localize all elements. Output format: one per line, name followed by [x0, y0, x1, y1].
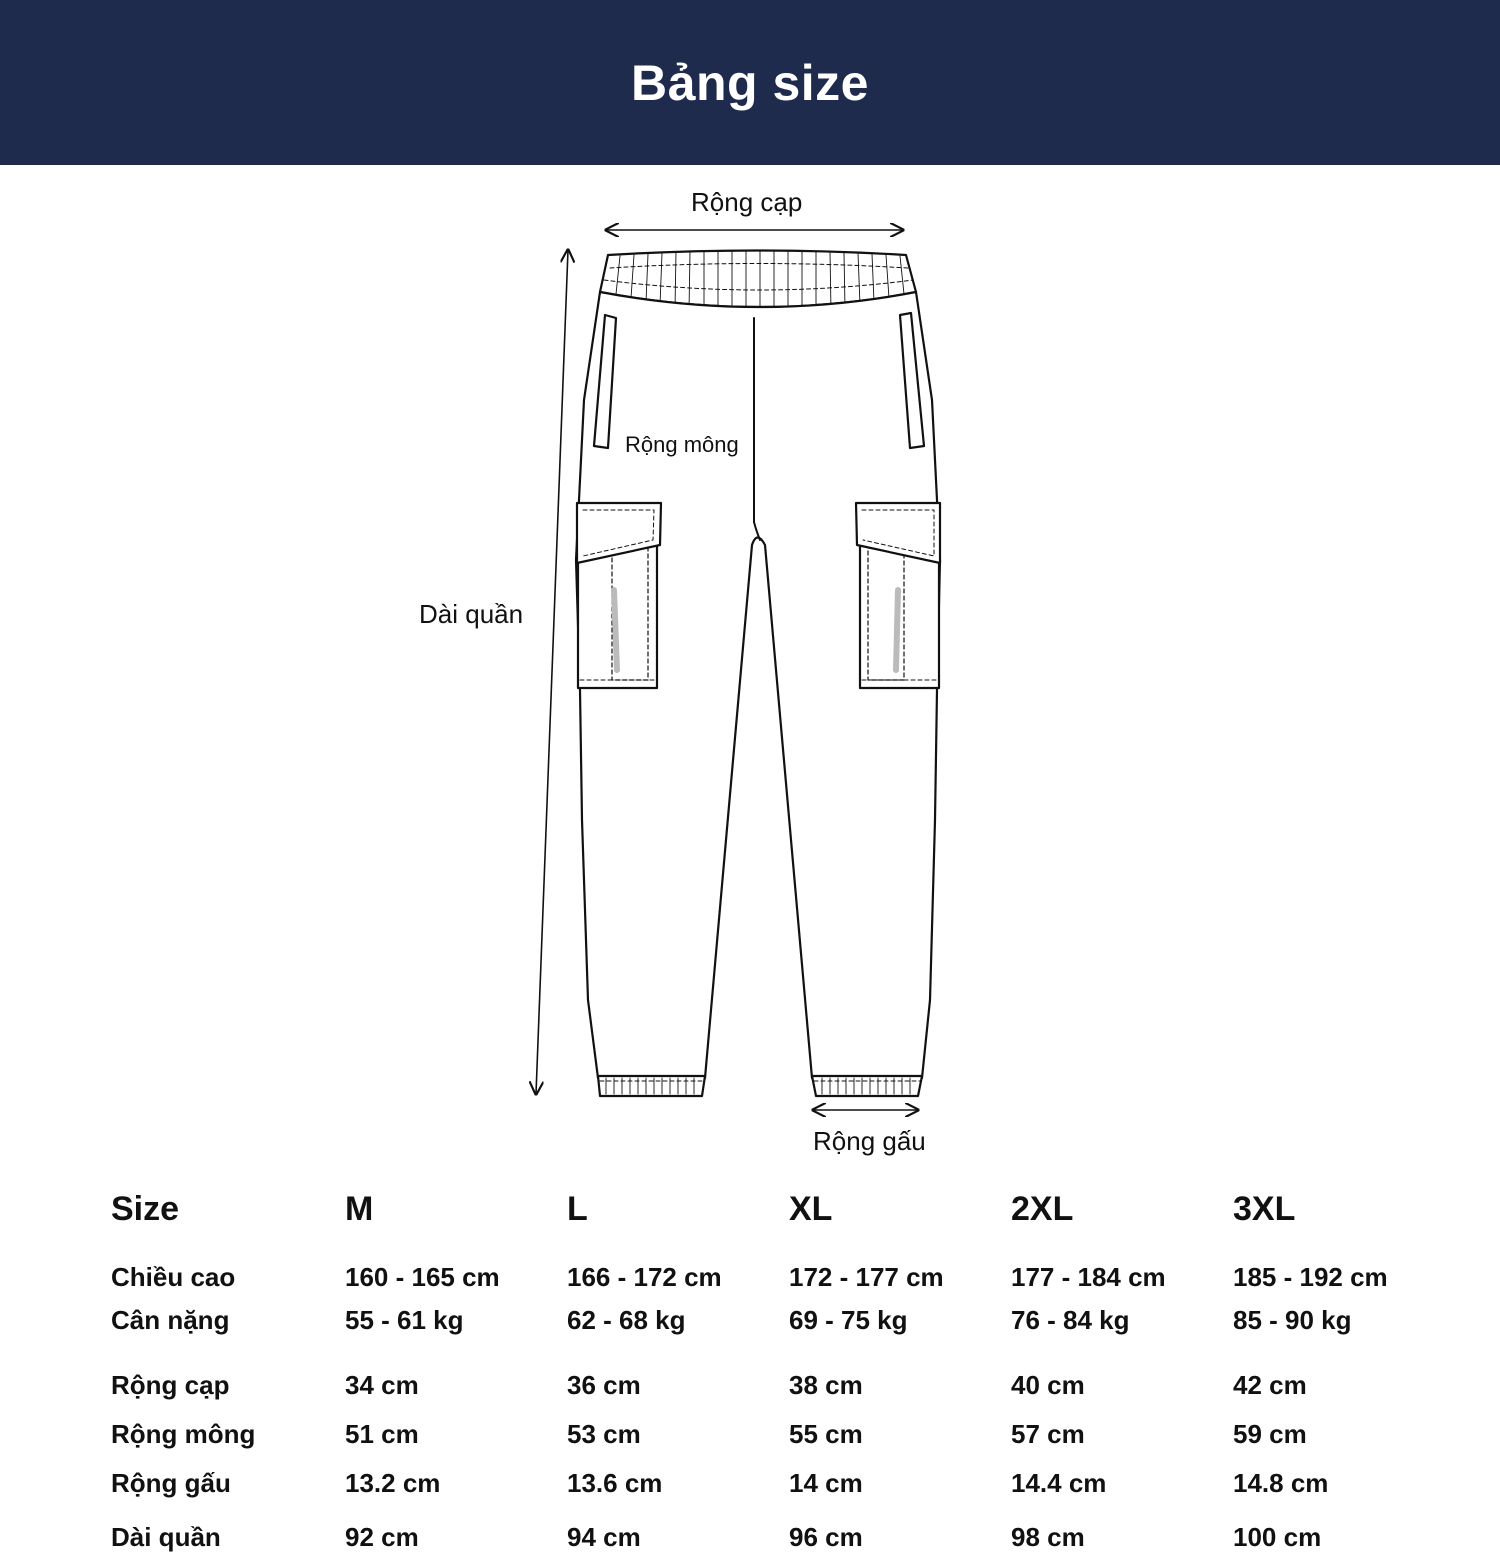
table-cell: 185 - 192 cm — [1233, 1262, 1388, 1292]
page-title: Bảng size — [631, 54, 869, 111]
table-cell: 69 - 75 kg — [789, 1305, 908, 1335]
table-cell: 38 cm — [789, 1370, 863, 1400]
column-header-size: Size — [111, 1190, 180, 1228]
column-header-xl: XL — [789, 1190, 833, 1228]
row-label-hip: Rộng mông — [111, 1419, 256, 1449]
row-label-waist: Rộng cạp — [111, 1370, 230, 1400]
table-cell: 55 cm — [789, 1419, 863, 1449]
pants-diagram — [0, 165, 1500, 1165]
right-cuff — [812, 1076, 922, 1096]
table-cell: 92 cm — [345, 1522, 419, 1552]
table-cell: 100 cm — [1233, 1522, 1322, 1552]
table-cell: 172 - 177 cm — [789, 1262, 944, 1292]
waist-label: Rộng cạp — [691, 187, 803, 217]
table-cell: 57 cm — [1011, 1419, 1085, 1449]
row-label-length: Dài quần — [111, 1522, 221, 1552]
table-cell: 59 cm — [1233, 1419, 1307, 1449]
table-cell: 55 - 61 kg — [345, 1305, 464, 1335]
table-cell: 96 cm — [789, 1522, 863, 1552]
table-cell: 36 cm — [567, 1370, 641, 1400]
table-cell: 42 cm — [1233, 1370, 1307, 1400]
table-cell: 160 - 165 cm — [345, 1262, 500, 1292]
length-dimension-line — [536, 250, 568, 1094]
table-cell: 14 cm — [789, 1468, 863, 1498]
column-header-3xl: 3XL — [1233, 1190, 1296, 1228]
row-label-weight: Cân nặng — [111, 1305, 230, 1335]
row-label-hem: Rộng gấu — [111, 1468, 231, 1498]
table-cell: 177 - 184 cm — [1011, 1262, 1166, 1292]
table-cell: 34 cm — [345, 1370, 419, 1400]
column-header-2xl: 2XL — [1011, 1190, 1074, 1228]
table-cell: 85 - 90 kg — [1233, 1305, 1352, 1335]
hip-label: Rộng mông — [625, 432, 739, 457]
cargo-pants-illustration — [0, 165, 1500, 1165]
length-label: Dài quần — [419, 599, 524, 629]
table-cell: 98 cm — [1011, 1522, 1085, 1552]
table-cell: 53 cm — [567, 1419, 641, 1449]
table-cell: 166 - 172 cm — [567, 1262, 722, 1292]
column-header-l: L — [567, 1190, 588, 1228]
page-header — [0, 0, 1500, 165]
table-cell: 62 - 68 kg — [567, 1305, 686, 1335]
table-cell: 14.8 cm — [1233, 1468, 1329, 1498]
column-header-m: M — [345, 1190, 374, 1228]
table-cell: 13.2 cm — [345, 1468, 441, 1498]
table-cell: 14.4 cm — [1011, 1468, 1107, 1498]
table-cell: 51 cm — [345, 1419, 419, 1449]
hem-label: Rộng gấu — [813, 1126, 926, 1156]
table-cell: 76 - 84 kg — [1011, 1305, 1130, 1335]
table-cell: 13.6 cm — [567, 1468, 663, 1498]
table-cell: 94 cm — [567, 1522, 641, 1552]
row-label-height: Chiều cao — [111, 1262, 236, 1292]
table-cell: 40 cm — [1011, 1370, 1085, 1400]
